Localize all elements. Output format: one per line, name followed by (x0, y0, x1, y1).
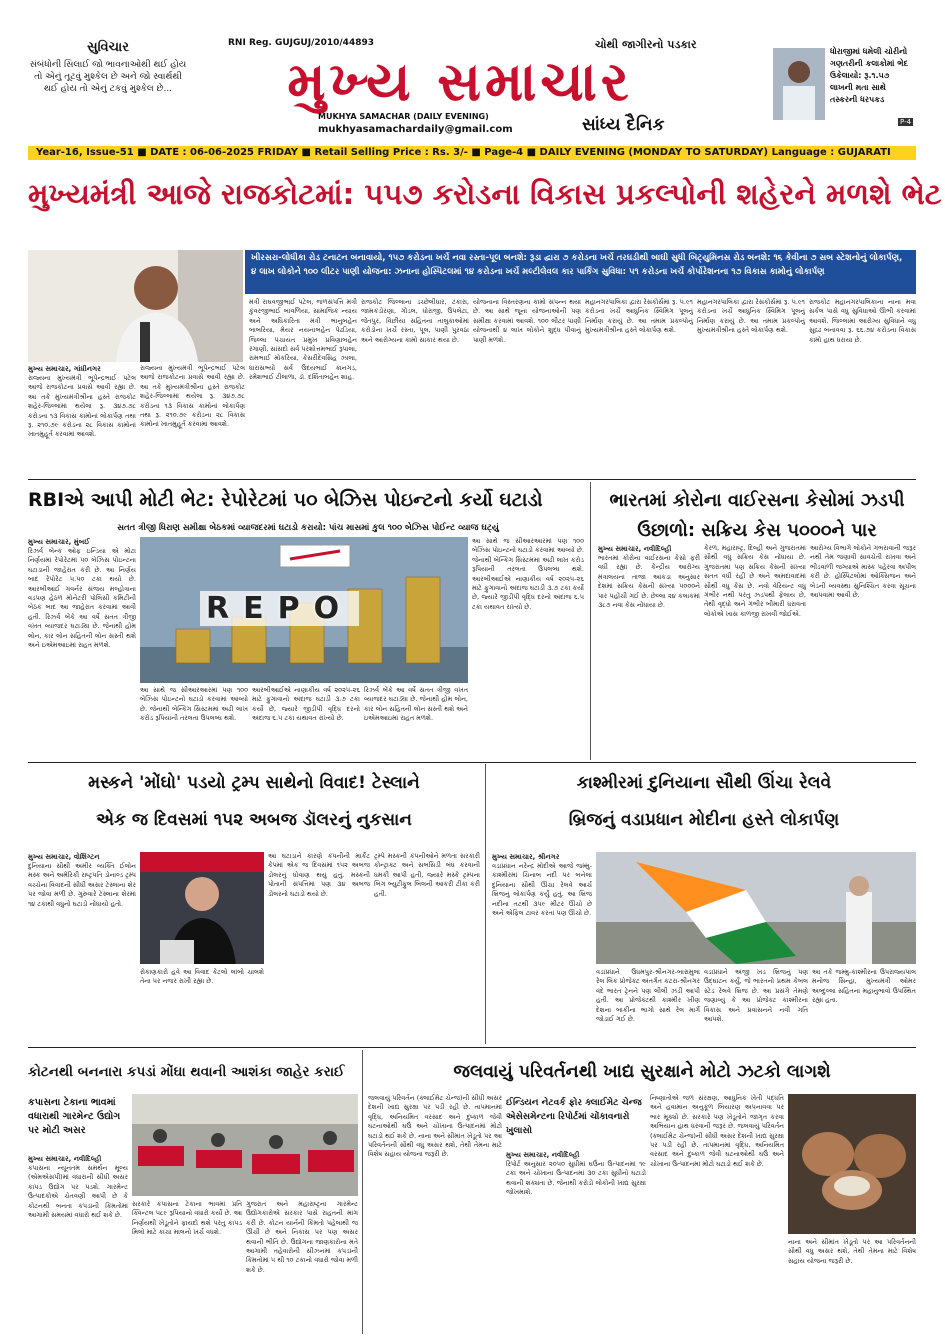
lead-column-6 (585, 298, 693, 476)
rbi-body-4: આરબીઆઈએ નાણાકીય વર્ષ ૨૦૨૫-૨૬ માટે ફુગાવાનો અંદાજ ઘટાડી ૩.૭ ટકા કર્યો છે, જ્યારે જીડીપી વૃદ્ધિ દરનો અંદાજ ૬.૫ ટકા યથાવત રાખ્યો છે. (252, 686, 360, 723)
corona-body-3: નવો વેરિયન્ટ વધુ ગંભીર નથી પરંતુ ઝડપથી ફેલાય છે, તેથી વૃદ્ધો અને ગંભીર બીમારી ધરાવતા લોકોએ ખાસ કાળજી રાખવી જોઈએ. (704, 581, 806, 618)
email[interactable]: mukhyasamachardaily@gmail.com (318, 124, 513, 135)
rbi-body-7: આરબીઆઈએ નાણાકીય વર્ષ ૨૦૨૫-૨૬ માટે ફુગાવાનો અંદાજ ઘટાડી ૩.૭ ટકા કર્યો છે, જ્યારે જીડીપી વૃદ્ધિ દરનો અંદાજ ૬.૫ ટકા યથાવત રાખ્યો છે. (472, 574, 584, 611)
climate-body-2: નાના અને સીમાંત ખેડૂતો પર આ પરિવર્તનની સૌથી વધુ અસર થશે, તેથી તેમના માટે વિશેષ સહાય યોજના જરૂરી છે. (368, 1131, 502, 1159)
side-page-tag: P-4 (900, 118, 912, 126)
lead-column-2 (140, 364, 245, 476)
lead-body-6: મહાનગરપાલિકા દ્વારા રેસકોર્સમાં રૂ. ૫.૯૧ કરોડના ખર્ચે આધુનિક સ્વિમિંગ પૂલનું નિર્માણ કરાયું છે. આ તમામ પ્રકલ્પોનું મુખ્યમંત્રીશ્રીના હસ્તે લોકાર્પણ થશે. (585, 298, 693, 335)
climate-column-1 (368, 1094, 502, 1334)
lead-dateline: મુખ્ય સમાચાર, ગાંધીનગર (28, 365, 101, 373)
divider (28, 479, 916, 480)
rbi-body-5: રિઝર્વ બેંકે આ વર્ષે સતત ત્રીજી વખત વ્યાજદર ઘટાડ્યા છે. જેનાથી હોમ લોન, કાર લોન સહિતની લોન સસ્તી થશે અને ઇએમઆઇમાં રાહત મળશે. (364, 686, 468, 723)
cotton-column-3 (246, 1200, 358, 1334)
musk-headline-line-2[interactable]: એક જ દિવસમાં ૧૫૨ અબજ ડૉલરનું નુકસાન (96, 810, 412, 830)
lead-column-8 (809, 298, 916, 476)
climate-deck: ઈન્ડિયન નેટવર્ક ફોર ક્લાઈમેટ ચેન્જ એસેસમેન્ટના રિપોર્ટમાં ચોંકાવનારો ખુલાસો (506, 1098, 642, 1136)
climate-headline[interactable]: જલવાયું પરિવર્તનથી ખાદ્ય સુરક્ષાને મોટો ઝટકો લાગશે (453, 1062, 831, 1082)
lead-column-1 (28, 364, 136, 476)
corona-headline[interactable]: ભારતમાં કોરોના વાઈરસના કેસોમાં ઝડપી ઉછાળો: સક્રિય કેસ ૫૦૦૦ને પાર (609, 490, 905, 541)
rbi-column-2 (140, 686, 248, 759)
rbi-column-4 (364, 686, 468, 759)
corona-body-4: આરોગ્ય વિભાગે લોકોને ગભરાવાની જરૂર નથી તેમ જણાવી સાવચેતી રાખવા અને ભીડવાળી જગ્યાએ માસ્ક પહેરવા અપીલ કરી છે. હોસ્પિટલોમાં ઓક્સિજન અને બેડની વ્યવસ્થા સુનિશ્ચિત કરવા સૂચના આપવામાં આવી છે. (810, 544, 916, 600)
rbi-headline[interactable]: RBIએ આપી મોટી ભેટ: રેપોરેટમાં ૫૦ બેઝિસ પોઇન્ટનો કર્યો ઘટાડો (28, 489, 543, 511)
garment-factory-photo-icon (132, 1094, 358, 1196)
lead-body-2: રાજ્યના મુખ્યમંત્રી ભૂપેન્દ્રભાઈ પટેલ આજે રાજકોટના પ્રવાસે આવી રહ્યા છે. આ તકે મુખ્યમંત્રીશ્રીના હસ્તે રાજકોટ શહેર-જિલ્લામાં થયેલા રૂ. ૩૪૭.૭૮ કરોડના ૧૩ વિકાસ કામોનાં લોકાર્પણ તથા રૂ. ૨૧૦.૭૯ કરોડના ૨૮ વિકાસ કામોનાં ખાતમુહૂર્ત કરવામાં આવશે. (140, 364, 245, 429)
vertical-rule (590, 482, 591, 760)
repo-word: REPO (200, 591, 359, 626)
climate-column-3 (650, 1094, 784, 1334)
kashmir-column-2 (596, 968, 700, 1044)
lead-body-3: મંત્રી રાઘવજીભાઈ પટેલ, જળસંપત્તિ મંત્રી કુંવરજીભાઈ બાવળિયા, સામાજિક ન્યાય અને અધિકારિતા મંત્રી ભાનુબહેન બાબરિયા, મેયર નયનાબહેન પેઢડિયા, જિલ્લા પંચાયત પ્રમુખ પ્રવિણાબહેન રંગાણી, સાંસદો સર્વ પરશોત્તમભાઈ રૂપાલા, રામભાઈ મોકરિયા, કેસરીદેવસિંહ ઝાલા, ધારાસભ્યો સર્વ ઉદયભાઈ કાનગડ, રમેશભાઈ ટીલાળા, ડૉ. દર્શિતાબહેન શાહ. (249, 298, 357, 382)
side-news-photo (773, 48, 825, 120)
repo-photo (140, 537, 468, 683)
cotton-deck: કપાસના ટેકાના ભાવમાં વધારાથી ગારમેન્ટ ઉદ્યોગ પર મોટી અસર (28, 1097, 121, 1136)
rbi-body-1: રિઝર્વ બેન્ક ઓફ ઇન્ડિયા એ મોટા નિર્ણયમાં રેપોરેટમાં ૫૦ બેઝિસ પોઇન્ટના ઘટાડાની જાહેરાત કરી છે. આ નિર્ણય બાદ રેપોરેટ ૫.૫૦ ટકા થયો છે. આરબીઆઈ ગવર્નર સંજય મલ્હોત્રાના વડપણ હેઠળ મોનેટરી પોલિસી કમિટીની બેઠક બાદ આ જાહેરાત કરવામાં આવી હતી. (28, 547, 136, 621)
divider (28, 1047, 916, 1048)
elon-musk-photo-icon (140, 852, 264, 964)
musk-body-1: દુનિયાના સૌથી અમીર વ્યક્તિ ઈલોન મસ્ક અને અમેરિકી રાષ્ટ્રપતિ ડોનાલ્ડ ટ્રમ્પ વચ્ચેના વિવાદની સીધી અસર ટેસ્લાના શેર પર જોવા મળી છે. ગુરુવારે ટેસ્લાના શેરમાં ૧૪ ટકાથી વધુનો ઘટાડો નોંધાયો હતો. (28, 862, 136, 908)
musk-column-4 (374, 852, 480, 1044)
kashmir-photo (596, 852, 916, 964)
lead-photo (28, 250, 243, 362)
cotton-body-2: સરકારે કપાસના ટેકાના ભાવમાં પ્રતિ ક્વિન્ટલ ૫૮૯ રૂપિયાનો વધારો કર્યો છે. આ નિર્ણયથી ખેડૂતોને ફાયદો થશે પરંતુ કાપડ મિલો માટે કાચા માલનો ખર્ચ વધશે. (132, 1200, 242, 1237)
cotton-headline[interactable]: કોટનથી બનનારા કપડાં મોંઘા થવાની આશંકા જાહેર કરાઈ (28, 1064, 345, 1080)
lead-body-1: રાજ્યના મુખ્યમંત્રી ભૂપેન્દ્રભાઈ પટેલ આજે રાજકોટના પ્રવાસે આવી રહ્યા છે. આ તકે મુખ્યમંત્રીશ્રીના હસ્તે રાજકોટ શહેર-જિલ્લામાં થયેલા રૂ. ૩૪૭.૭૮ કરોડના ૧૩ વિકાસ કામોનાં લોકાર્પણ તથા રૂ. ૨૧૦.૭૯ કરોડના ૨૮ વિકાસ કામોનાં ખાતમુહૂર્ત કરવામાં આવશે. (28, 374, 136, 439)
kashmir-dateline: મુખ્ય સમાચાર, શ્રીનગર (492, 853, 560, 861)
musk-column-3 (268, 852, 370, 1044)
tagline: ચોથી જાગીરનો પડકાર (595, 38, 697, 51)
vertical-rule (485, 764, 486, 1044)
lead-body-5: યોજનાના વિસ્તરણના કામો સંપન્ન થયા છે. આ સાથે જૂના યોજનાઓની પણ સમીક્ષા કરવામાં આવશે. ૧૦૦ લીટર પાણી યોજનાથી ૪ લાખ લોકોને શુદ્ધ પીવાનું પાણી મળશે. (473, 298, 581, 344)
lead-column-3 (249, 298, 357, 476)
climate-body-6: નાના અને સીમાંત ખેડૂતો પર આ પરિવર્તનની સૌથી વધુ અસર થશે, તેથી તેમના માટે વિશેષ સહાય યોજના જરૂરી છે. (788, 1238, 916, 1265)
musk-body-4: ટ્રમ્પે મસ્કની કંપનીઓને મળતા સરકારી કોન્ટ્રાક્ટ અને સબસિડી બંધ કરવાની ધમકી આપી હતી, જ્યારે મસ્કે ટ્રમ્પના બિગ બ્યુટીફુલ બિલની આકરી ટીકા કરી હતી. (374, 852, 480, 898)
bridge-flag-photo-icon (596, 852, 916, 964)
vertical-rule (362, 1050, 363, 1334)
side-headline[interactable]: ધોરાજીમાં ધમેલી ચોરીનો ગણતરીની કલાકોમાં ભેદ ઉકેલાયો: રૂ.૧.૫૭ લાખની મતા સાથે તસ્કરની ધરપકડ (830, 47, 909, 104)
divider (28, 762, 916, 763)
rbi-column-5 (472, 537, 584, 759)
climate-body-5: જલવાયું પરિવર્તન (ક્લાઈમેટ ચેન્જ)ની સીધી અસર દેશની ખાદ્ય સુરક્ષા પર પડી રહી છે. તાપમાનમાં વૃદ્ધિ, અનિયમિત વરસાદ અને દુષ્કાળ જેવી ઘટનાઓથી ઘઉં અને ચોખાના ઉત્પાદનમાં મોટો ઘટાડો થઈ શકે છે. (650, 1122, 784, 1168)
rbi-dateline: મુખ્ય સમાચાર, મુંબઈ (28, 538, 90, 546)
cotton-column-1 (28, 1154, 128, 1334)
rbi-column-1 (28, 537, 136, 759)
lead-body-7: મહાનગરપાલિકા દ્વારા રેસકોર્સમાં રૂ. ૫.૯૧ કરોડના ખર્ચે આધુનિક સ્વિમિંગ પૂલનું નિર્માણ કરાયું છે. આ તમામ પ્રકલ્પોનું મુખ્યમંત્રીશ્રીના હસ્તે લોકાર્પણ થશે. (697, 298, 805, 335)
musk-column-1 (28, 852, 136, 1044)
climate-body-4: નિષ્ણાતોએ જળ સંરક્ષણ, આધુનિક ખેતી પદ્ધતિ અને હવામાન અનુકૂળ બિયારણ અપનાવવા પર ભાર મૂક્યો છે. સરકારે પણ ખેડૂતોને જાગૃત કરવા અભિયાન હાથ ધરવાની જરૂર છે. (650, 1094, 784, 1131)
cotton-body-3: ગુજરાત અને મહારાષ્ટ્રના ગારમેન્ટ ઉદ્યોગકારોએ સરકાર પાસે રાહતની માંગ કરી છે. કોટન યાર્નની કિંમતો પહેલાથી જ ઊંચી છે અને નિકાસ પર પણ અસર થવાની ભીતિ છે. (246, 1200, 358, 1246)
climate-dateline: મુખ્ય સમાચાર, નવીદિલ્હી (506, 1151, 580, 1159)
musk-dateline: મુખ્ય સમાચાર, વોશિંગ્ટન (28, 853, 100, 861)
rbi-body-2: રિઝર્વ બેંકે આ વર્ષે સતત ત્રીજી વખત વ્યાજદર ઘટાડ્યા છે. જેનાથી હોમ લોન, કાર લોન સહિતની લોન સસ્તી થશે અને ઇએમઆઇમાં રાહત મળશે. (28, 612, 136, 650)
lead-body-8: રાજકોટ મહાનગરપાલિકાના નાના મવા સર્કલ પાસે વધુ સુવિધાઓ ઊભી કરવામાં આવશે. જિલ્લામાં આરોગ્ય સુવિધાને વધુ સુદ્રઢ બનાવવા રૂ. ૬૬.૭૪ કરોડના વિકાસ કામો હાથ ધરાયા છે. (809, 298, 916, 344)
kashmir-body-4: આ તકે જમ્મુ-કાશ્મીરના ઉપરાજ્યપાલ મનોજ સિન્હા, મુખ્યમંત્રી ઓમર અબ્દુલ્લા સહિતના મહાનુભાવો ઉપસ્થિત રહ્યા હતા. (812, 968, 916, 1005)
kashmir-column-4 (812, 968, 916, 1044)
musk-column-2 (140, 968, 264, 1044)
info-bar: Year-16, Issue-51 ■ DATE : 06-06-2025 FRIDAY ■ Retail Selling Price : Rs. 3/- ■ Page-4 ■ DAILY EVENING (MONDAY TO SATURDAY) Language : GUJARATI (28, 146, 916, 160)
lead-column-7 (697, 298, 805, 476)
suvichar-box (28, 40, 188, 120)
masthead (0, 0, 945, 148)
kashmir-headline-line-1[interactable]: કાશ્મીરમાં દુનિયાના સૌથી ઊંચા રેલવે (576, 773, 832, 793)
kashmir-column-3 (704, 968, 808, 1044)
climate-column-2 (506, 1150, 646, 1334)
musk-body-3: આ ઘટાડાને કારણે કંપનીની માર્કેટ કેપમાં એક જ દિવસમાં ૧૫૨ અબજ ડોલરનું ધોવાણ થયું હતું. મસ્કની પોતાની સંપત્તિમાં પણ ૩૪ અબજ ડોલરનો ઘટાડો થયો છે. (268, 852, 370, 898)
rbi-body-6: આ સાથે જ સીઆરઆરમાં પણ ૧૦૦ બેઝિસ પોઇન્ટનો ઘટાડો કરવામાં આવ્યો છે. જેનાથી બેન્કિંગ સિસ્ટમમાં અઢી લાખ કરોડ રૂપિયાની તરલતા ઉપલબ્ધ થશે. (472, 537, 584, 574)
corona-column-2 (704, 544, 806, 759)
climate-body-1: જલવાયું પરિવર્તન (ક્લાઈમેટ ચેન્જ)ની સીધી અસર દેશની ખાદ્ય સુરક્ષા પર પડી રહી છે. તાપમાનમાં વૃદ્ધિ, અનિયમિત વરસાદ અને દુષ્કાળ જેવી ઘટનાઓથી ઘઉં અને ચોખાના ઉત્પાદનમાં મોટો ઘટાડો થઈ શકે છે. (368, 1094, 502, 1140)
english-name: MUKHYA SAMACHAR (DAILY EVENING) (318, 112, 489, 121)
lead-column-4 (361, 298, 469, 476)
rni-number: RNI Reg. GUJGUJ/2010/44893 (228, 38, 374, 48)
cotton-column-2 (132, 1200, 242, 1334)
kashmir-body-3: વડાપ્રધાને અંજી ખડ બ્રિજનું પણ ઉદ્ઘાટન કર્યું, જે ભારતનો પ્રથમ કેબલ સ્ટેડ રેલવે બ્રિજ છે. આ પ્રસંગે તેમણે જણાવ્યું કે આ પ્રોજેક્ટ કાશ્મીરના વિકાસ અને પ્રવાસનને નવી ગતિ આપશે. (704, 968, 808, 1024)
kashmir-headline-line-2[interactable]: બ્રિજનું વડાપ્રધાન મોદીના હસ્તે લોકાર્પણ (568, 810, 840, 830)
lead-headline[interactable]: મુખ્યમંત્રી આજે રાજકોટમાં: ૫૫૭ કરોડના વિકાસ પ્રકલ્પોની શહેરને મળશે ભેટ (28, 177, 942, 211)
climate-body-3: રિપોર્ટ અનુસાર ૨૦૫૦ સુધીમાં ઘઉંના ઉત્પાદનમાં ૧૯ ટકા અને ચોખાના ઉત્પાદનમાં ૩૦ ટકા સુધીનો ઘટાડો થવાની શક્યતા છે. જેનાથી કરોડો લોકોની ખાદ્ય સુરક્ષા જોખમાશે. (506, 1160, 646, 1197)
person-photo-icon (773, 48, 825, 120)
musk-photo (140, 852, 264, 964)
lead-summary: ખીરસરા-લોધીકા રોડ ટનાટન બનાવાયો, ૧૫૭ કરોડના ખર્ચે નવા રસ્તા-પૂલ બનશે: રૂડા દ્વારા ૭ કરોડના ખર્ચે તરઘડીથી બાઘી સુધી બિટ્યુમિનસ રોડ બનશે: ૧૬ કેવીના ૭ સબ સ્ટેશનોનું લોકાર્પણ, ૪ લાખ લોકોને ૧૦૦ લીટર પાણી યોજના: ઝનાના હોસ્પિટલમાં ૧૪ કરોડના ખર્ચે મલ્ટીલેવલ કાર પાર્કિંગ સુવિધા: ૫૧ કરોડના ખર્ચે કોર્પોરેશનના ૧૭ વિકાસ કામોનું લોકાર્પણ (245, 250, 916, 294)
rbi-body-3: આ સાથે જ સીઆરઆરમાં પણ ૧૦૦ બેઝિસ પોઇન્ટનો ઘટાડો કરવામાં આવ્યો છે. જેનાથી બેન્કિંગ સિસ્ટમમાં અઢી લાખ કરોડ રૂપિયાની તરલતા ઉપલબ્ધ થશે. (140, 686, 248, 723)
kashmir-body-2: વડાપ્રધાને ઉધમપુર-શ્રીનગર-બારામુલા રેલ લિંક પ્રોજેક્ટ અંતર્ગત કટરા-શ્રીનગર વંદે ભારત ટ્રેનને પણ લીલી ઝંડી આપી હતી. આ પ્રોજેક્ટથી કાશ્મીર ખીણ દેશના બાકીના ભાગો સાથે રેલ માર્ગે જોડાઈ ગઈ છે. (596, 968, 700, 1024)
cotton-dateline: મુખ્ય સમાચાર, નવીદિલ્હી (28, 1155, 102, 1163)
corona-body-1: ભારતમાં કોરોના વાઈરસના કેસો ફરી વધી રહ્યા છે. કેન્દ્રીય આરોગ્ય મંત્રાલયના તાજા આંકડા અનુસાર દેશમાં સક્રિય કેસની સંખ્યા ૫૦૦૦ને પાર પહોંચી ગઈ છે. છેલ્લા ૨૪ કલાકમાં ૩૮૭ નવા કેસ નોંધાયા છે. (598, 554, 700, 610)
cotton-body-4: ઉદ્યોગના જાણકારોના મતે આગામી તહેવારોની સીઝનમાં કપડાંની કિંમતોમાં ૫ થી ૧૦ ટકાનો વધારો જોવા મળી શકે છે. (246, 1237, 358, 1274)
musk-body-2: રોકાણકારો હવે આ વિવાદ કેટલો લાંબો ચાલશે તેના પર નજર રાખી રહ્યા છે. (140, 968, 264, 986)
lead-column-5 (473, 298, 581, 476)
kashmir-column-1 (492, 852, 592, 1044)
corona-body-2: કેરળ, મહારાષ્ટ્ર, દિલ્હી અને ગુજરાતમાં સૌથી વધુ સક્રિય કેસ નોંધાયા છે. ગુજરાતમાં પણ સક્રિય કેસની સંખ્યા સતત વધી રહી છે અને અમદાવાદમાં સૌથી વધુ કેસ છે. (704, 544, 806, 590)
climate-photo (788, 1094, 916, 1234)
sandhya-dainik: સાંધ્ય દૈનિક (582, 115, 665, 135)
rbi-subheadline: સતત ત્રીજી ધિરાણ સમીક્ષા બેઠકમાં વ્યાજદરમાં ઘટાડો કરાયો: પાંચ માસમાં કુલ ૧૦૦ બેઝિસ પોઈન્ટ વ્યાજ ઘટ્યું (117, 523, 499, 533)
newspaper-logo-title: મુખ્ય સમાચાર (287, 50, 633, 113)
suvichar-text: સંબંધોની સિલાઈ જો ભાવનાઓથી થઈ હોય તો એનું તૂટવું મુશ્કેલ છે અને જો સ્વાર્થથી થઈ હોય તો એનું ટકવું મુશ્કેલ છે... (29, 60, 187, 94)
suvichar-title: સુવિચાર (87, 40, 129, 55)
cotton-body-1: કપાસના ન્યૂનતમ સમર્થન મૂલ્ય (એમએસપી)માં વધારાની સીધી અસર કાપડ ઉદ્યોગ પર પડશે. ગારમેન્ટ ઉત્પાદકોએ ચેતવણી આપી છે કે કોટનથી બનતા કપડાંની કિંમતોમાં આગામી સમયમાં વધારો થઈ શકે છે. (28, 1164, 128, 1220)
corona-column-1 (598, 544, 700, 759)
kashmir-body-1: વડાપ્રધાન નરેન્દ્ર મોદીએ આજે જમ્મુ-કાશ્મીરમાં ચિનાબ નદી પર બનેલા દુનિયાના સૌથી ઊંચા રેલવે આર્ચ બ્રિજનું લોકાર્પણ કર્યું હતું. આ બ્રિજ નદીના તટથી ૩૫૯ મીટર ઊંચો છે અને એફિલ ટાવર કરતાં પણ ઊંચો છે. (492, 862, 592, 918)
musk-headline-line-1[interactable]: મસ્કને 'મોંઘો' પડયો ટ્રમ્પ સાથેનો વિવાદ! ટેસ્લાને (88, 773, 420, 793)
corona-dateline: મુખ્ય સમાચાર, નવીદિલ્હી (598, 545, 672, 553)
rbi-column-3 (252, 686, 360, 759)
corona-column-3 (810, 544, 916, 759)
cotton-photo (132, 1094, 358, 1196)
lead-body-4: રાજકોટ જિલ્લાના ડચ્છેલીધાર, ટંકારા, જામકંડોરણા, ગોંડલ, ધોરાજી, ઉપલેટા, જેતપુર, વિંછીયા સહિતના તાલુકાઓમાં કરોડોના ખર્ચે રસ્તા, પૂલ, પાણી પુરવઠા અને આરોગ્યના કામો સાકાર થયા છે. (361, 298, 469, 344)
grain-hands-photo-icon (788, 1094, 916, 1234)
chief-minister-photo-icon (28, 250, 243, 362)
climate-column-4 (788, 1238, 916, 1334)
